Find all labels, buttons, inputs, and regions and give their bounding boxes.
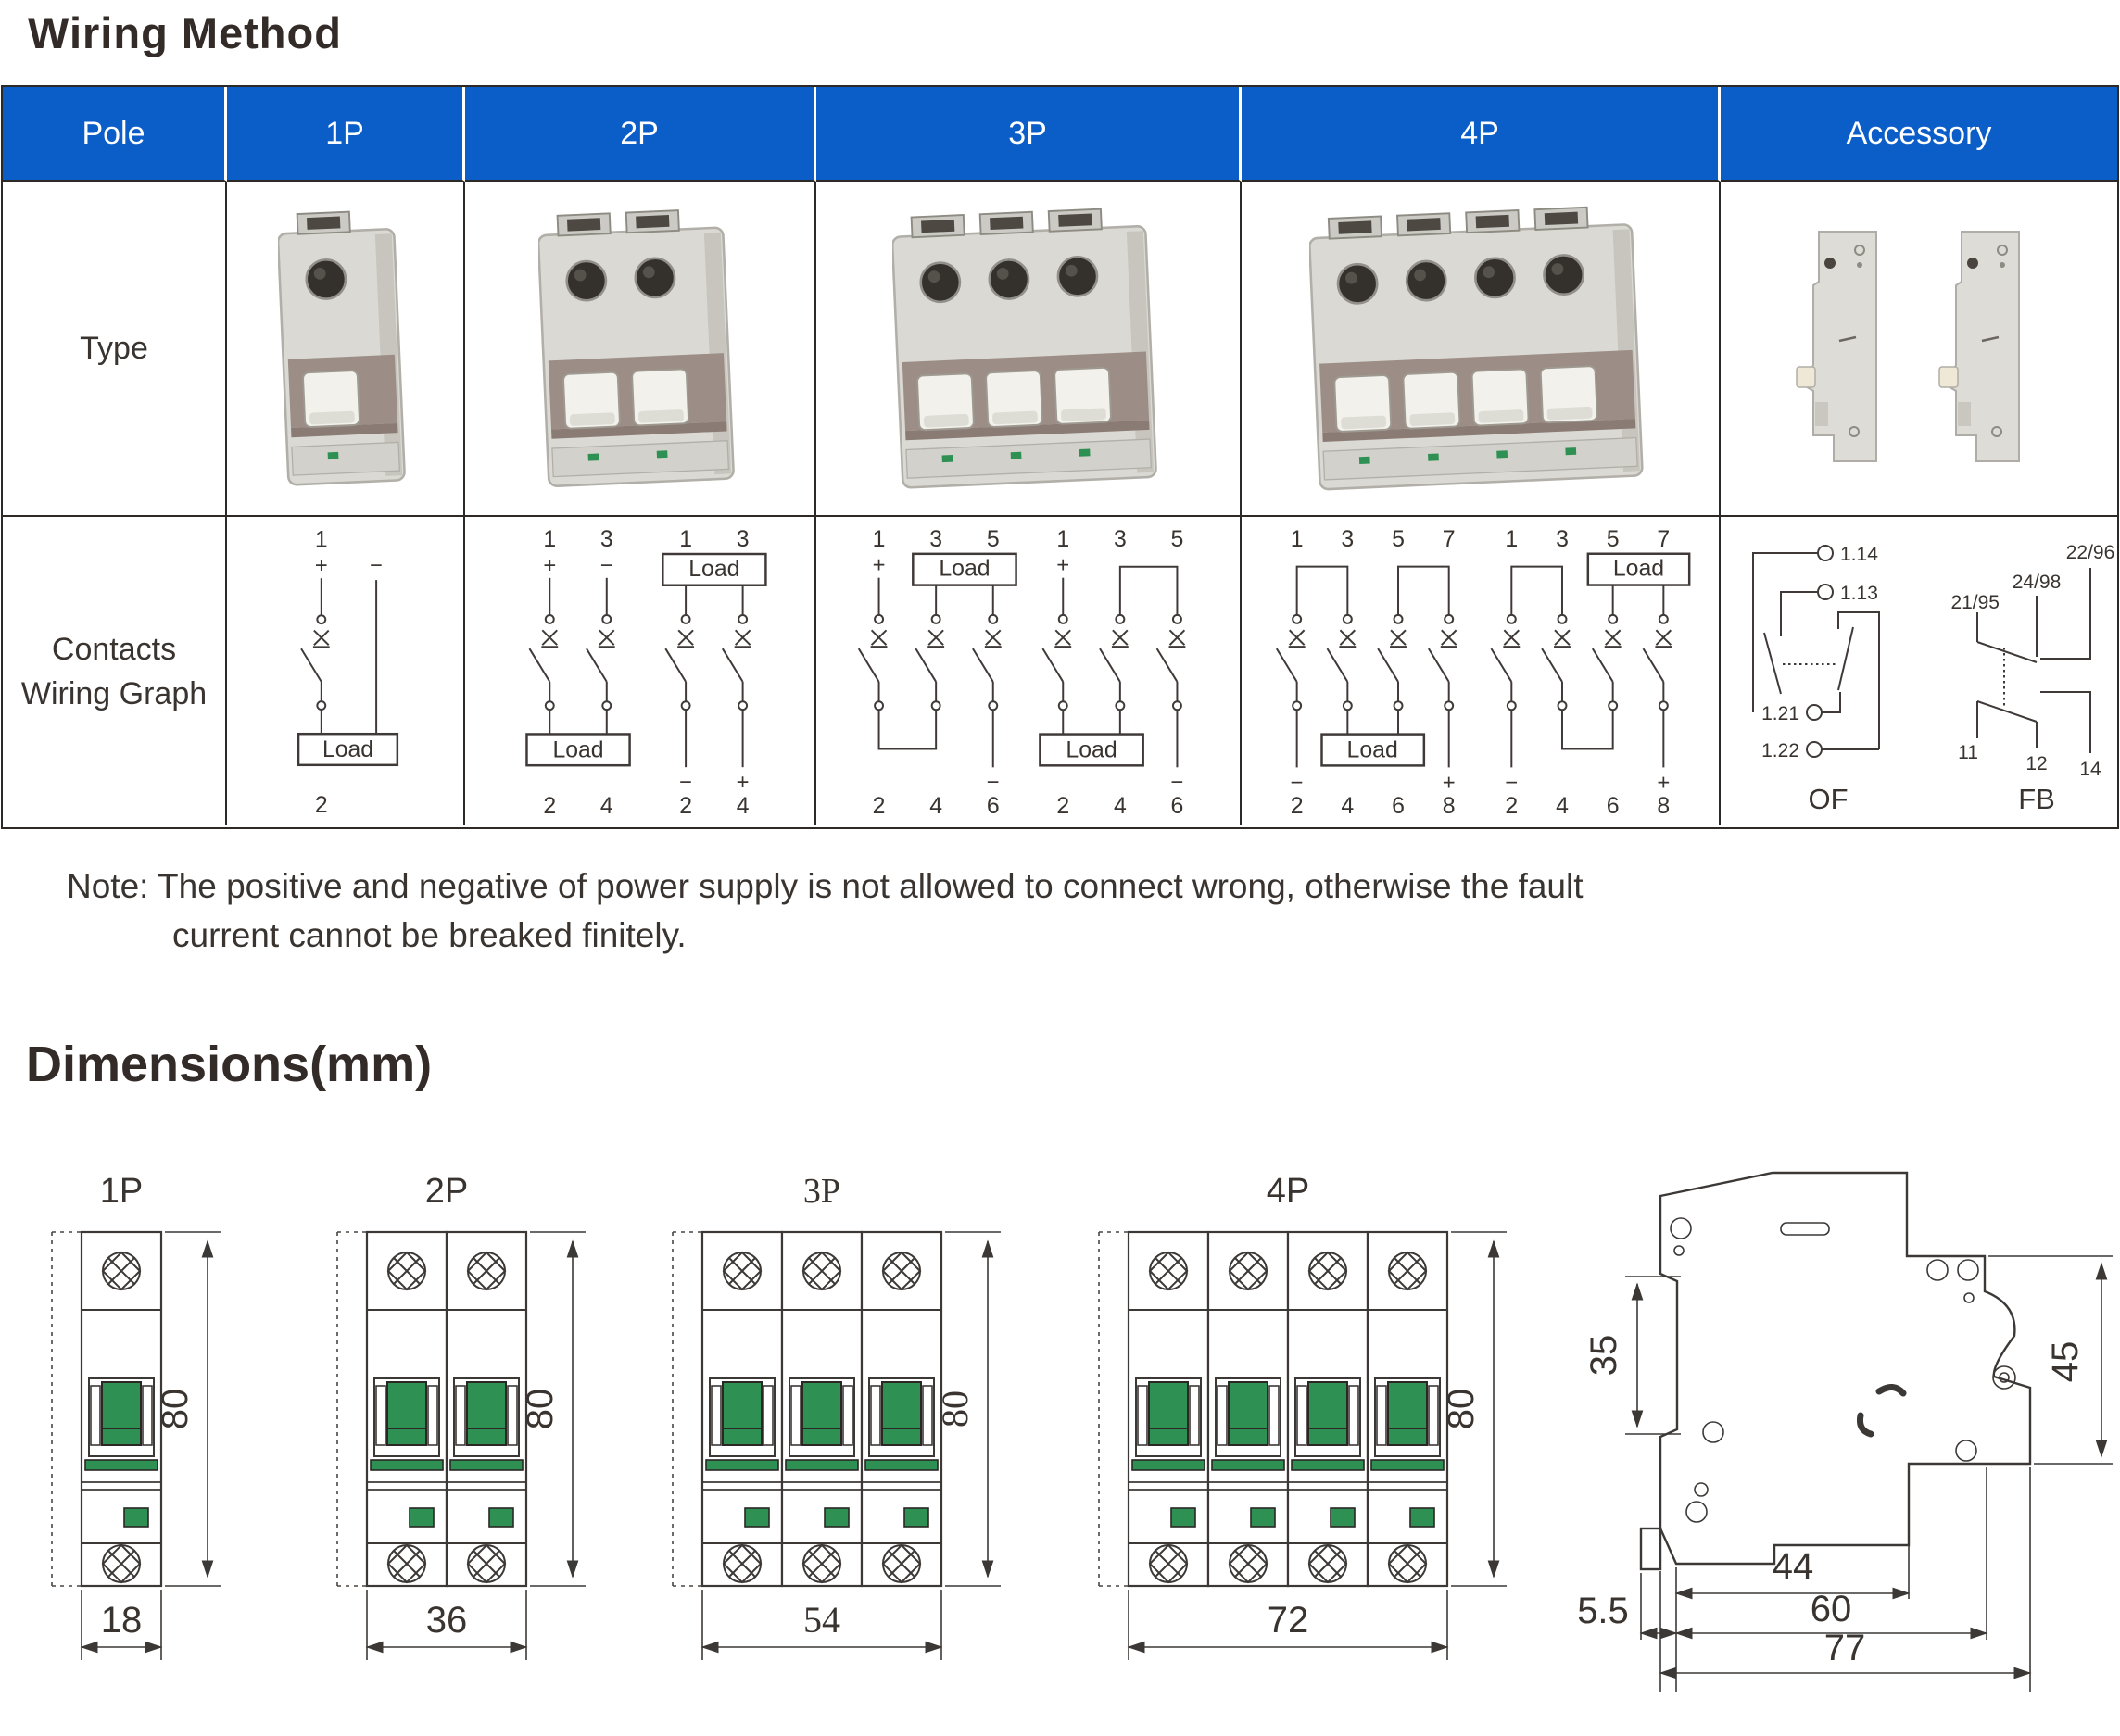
wiring-method-table <box>1 85 2119 829</box>
terminal-label: 4 <box>929 793 943 819</box>
polarity-label: − <box>1505 770 1519 796</box>
dim-view-1p <box>52 1172 221 1660</box>
dim-35: 35 <box>1584 1334 1624 1377</box>
terminal-label: 6 <box>1606 794 1620 820</box>
wiring-diagram-2p-left <box>526 527 629 819</box>
terminal-label: 2 <box>543 793 557 819</box>
header-1p: 1P <box>227 87 465 182</box>
terminal-label: 1.13 <box>1839 583 1878 604</box>
polarity-label: + <box>314 554 328 579</box>
terminal-label: 2 <box>314 793 328 819</box>
terminal-label: 3 <box>929 526 943 552</box>
terminal-label: 4 <box>1113 793 1127 819</box>
wiring-diagram-4p <box>1242 517 1719 825</box>
view-label: 1P <box>99 1172 144 1211</box>
polarity-label: − <box>986 770 1000 796</box>
dimension-drawings <box>0 1149 2120 1736</box>
wiring-diagram-3p-left <box>859 527 1016 819</box>
dim-45: 45 <box>2045 1340 2086 1383</box>
height-dim: 80 <box>934 1390 976 1428</box>
terminal-label: 1 <box>1290 526 1304 552</box>
wiring-diagram-1p <box>227 517 463 825</box>
dim-77: 77 <box>1823 1628 1866 1668</box>
terminal-label: 3 <box>1341 526 1355 552</box>
row-label-type: Type <box>3 182 227 517</box>
dimensions-title: Dimensions(mm) <box>26 1037 433 1092</box>
fb-diagram <box>1950 542 2114 815</box>
terminal-label: 2 <box>1505 794 1519 820</box>
load-label: Load <box>552 737 604 763</box>
header-4p: 4P <box>1242 87 1721 182</box>
width-dim: 54 <box>803 1599 840 1641</box>
wiring-cell-1p <box>227 517 465 825</box>
polarity-label: − <box>1170 770 1184 796</box>
terminal-label: 1 <box>872 526 886 552</box>
header-3p: 3P <box>816 87 1242 182</box>
type-cell-accessory <box>1721 182 2117 517</box>
terminal-label: 1 <box>1505 526 1519 552</box>
terminal-label: 3 <box>736 527 750 553</box>
wiring-diagram-accessory <box>1722 517 2117 825</box>
terminal-label: 7 <box>1442 526 1456 552</box>
note-line2: current cannot be breaked finitely. <box>172 916 687 954</box>
of-diagram <box>1753 544 1879 815</box>
terminal-label: 6 <box>1392 794 1405 820</box>
terminal-label: 6 <box>1170 793 1184 819</box>
fb-label: FB <box>2017 783 2055 815</box>
terminal-label: 24/98 <box>2012 572 2061 593</box>
terminal-label: 11 <box>1957 742 1978 763</box>
row-label-contacts <box>3 517 227 825</box>
wiring-cell-2p <box>465 517 816 825</box>
terminal-label: 5 <box>1606 526 1620 552</box>
width-dim: 72 <box>1267 1600 1309 1641</box>
terminal-label: 2 <box>1056 793 1070 819</box>
accessory-photos <box>1771 209 2067 487</box>
dim-60: 60 <box>1810 1589 1852 1629</box>
dim-view-side <box>1577 1173 2113 1692</box>
wiring-diagram-3p <box>816 517 1240 825</box>
dim-view-2p <box>337 1172 586 1660</box>
polarity-label: − <box>370 554 384 579</box>
polarity-label: − <box>679 769 693 795</box>
wiring-diagram-2p <box>465 517 814 825</box>
contacts-label-line2: Wiring Graph <box>20 675 208 711</box>
polarity-label: − <box>1290 770 1304 796</box>
terminal-label: 8 <box>1657 794 1671 820</box>
wiring-diagram-2p-right <box>662 527 765 819</box>
terminal-label: 5 <box>986 526 1000 552</box>
dim-5-5: 5.5 <box>1577 1591 1629 1631</box>
polarity-label: + <box>872 552 886 578</box>
wiring-diagram-3p-right <box>1040 527 1185 819</box>
terminal-label: 2 <box>679 793 693 819</box>
wiring-diagram-4p-left <box>1277 527 1458 819</box>
polarity-label: + <box>1056 552 1070 578</box>
terminal-label: 4 <box>599 793 613 819</box>
terminal-label: 2 <box>1290 794 1304 820</box>
dim-44: 44 <box>1772 1546 1814 1587</box>
note-line1: Note: The positive and negative of power supply is not allowed to connect wrong, otherwise the fault <box>67 867 1584 905</box>
wiring-cell-4p <box>1242 517 1721 825</box>
terminal-label: 5 <box>1392 526 1405 552</box>
terminal-label: 1.22 <box>1760 740 1799 761</box>
terminal-label: 12 <box>2025 753 2048 774</box>
height-dim: 80 <box>1441 1388 1482 1430</box>
page-title: Wiring Method <box>28 8 342 57</box>
wiring-cell-3p <box>816 517 1242 825</box>
terminal-label: 4 <box>1556 794 1569 820</box>
wiring-cell-accessory <box>1721 517 2117 825</box>
breaker-photo-3p <box>892 200 1165 497</box>
header-accessory: Accessory <box>1721 87 2117 182</box>
note-text <box>67 862 1584 960</box>
load-label: Load <box>1066 737 1117 763</box>
terminal-label: 2 <box>872 793 886 819</box>
contacts-label-line1: Contacts <box>51 631 177 667</box>
terminal-label: 4 <box>1341 794 1355 820</box>
view-label: 3P <box>802 1172 841 1211</box>
type-cell-4p <box>1242 182 1721 517</box>
header-2p: 2P <box>465 87 816 182</box>
load-label: Load <box>688 556 740 582</box>
polarity-label: + <box>543 552 557 578</box>
terminal-label: 4 <box>736 793 750 819</box>
terminal-label: 1 <box>314 527 328 553</box>
terminal-label: 1 <box>543 527 557 553</box>
terminal-label: 14 <box>2078 759 2101 780</box>
terminal-label: 8 <box>1442 794 1456 820</box>
type-cell-2p <box>465 182 816 517</box>
terminal-label: 1.21 <box>1760 703 1799 724</box>
view-label: 4P <box>1266 1172 1310 1211</box>
terminal-label: 3 <box>1113 526 1127 552</box>
terminal-label: 21/95 <box>1950 592 2000 613</box>
load-label: Load <box>939 556 991 582</box>
terminal-label: 3 <box>599 527 613 553</box>
type-cell-1p <box>227 182 465 517</box>
load-label: Load <box>1612 556 1665 582</box>
terminal-label: 3 <box>1556 526 1569 552</box>
load-label: Load <box>1346 737 1398 763</box>
width-dim: 18 <box>100 1600 143 1641</box>
view-label: 2P <box>424 1172 469 1211</box>
terminal-label: 6 <box>986 793 1000 819</box>
breaker-photo-1p <box>278 200 413 497</box>
type-cell-3p <box>816 182 1242 517</box>
dim-view-4p <box>1099 1172 1507 1660</box>
breaker-photo-4p <box>1309 200 1651 497</box>
terminal-label: 7 <box>1657 526 1671 552</box>
width-dim: 36 <box>425 1600 468 1641</box>
height-dim: 80 <box>520 1388 561 1430</box>
polarity-label: − <box>599 552 613 578</box>
polarity-label: + <box>1657 770 1671 796</box>
terminal-label: 1 <box>1056 526 1070 552</box>
terminal-label: 22/96 <box>2065 542 2114 563</box>
height-dim: 80 <box>155 1388 196 1430</box>
wiring-diagram-4p-right <box>1491 527 1689 819</box>
polarity-label: + <box>1442 770 1456 796</box>
header-pole: Pole <box>3 87 227 182</box>
terminal-label: 1.14 <box>1839 544 1878 565</box>
polarity-label: + <box>736 769 750 795</box>
of-label: OF <box>1807 783 1849 815</box>
terminal-label: 5 <box>1170 526 1184 552</box>
terminal-label: 1 <box>679 527 693 553</box>
breaker-photo-2p <box>538 200 742 497</box>
load-label: Load <box>322 736 373 762</box>
dim-view-3p <box>673 1172 1001 1660</box>
